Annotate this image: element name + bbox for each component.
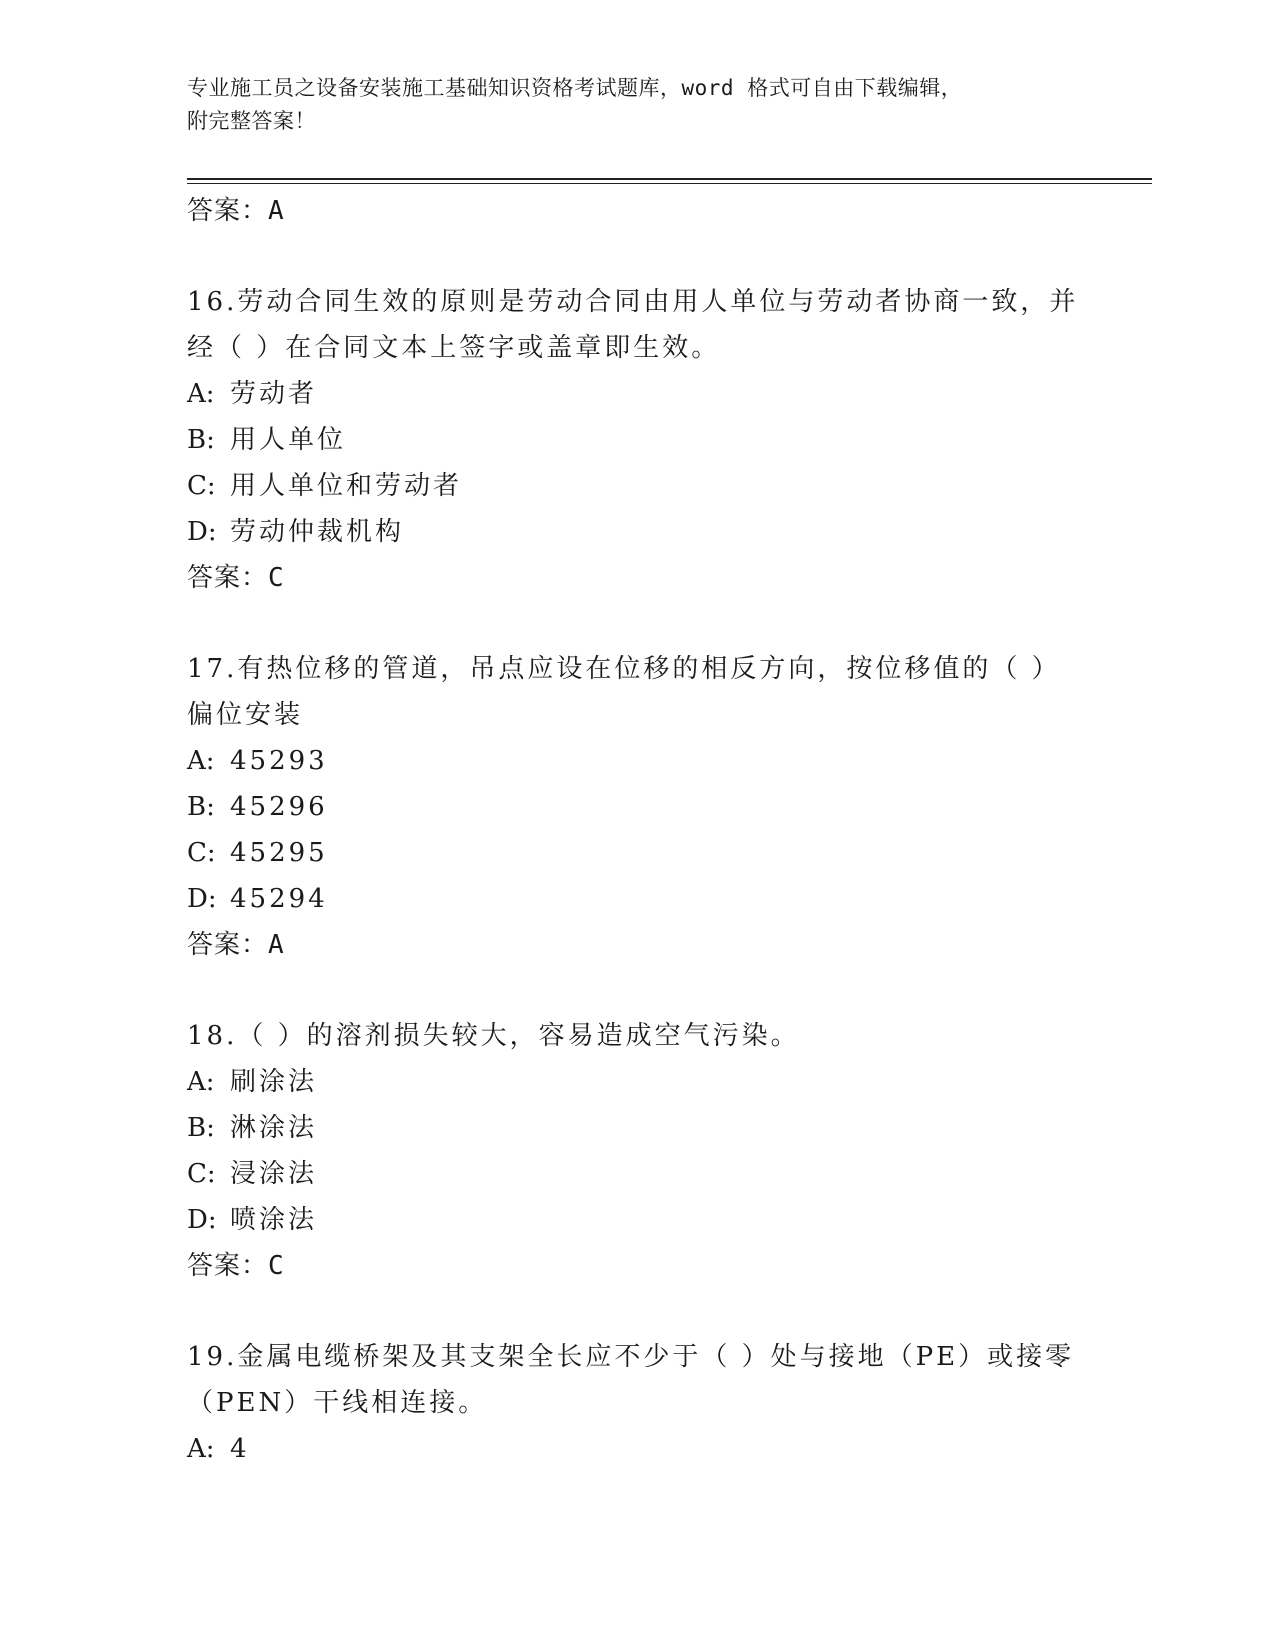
option-d: [187, 509, 1087, 555]
answer-label: 答案：: [187, 1251, 269, 1281]
option-a: [187, 1059, 1087, 1105]
option-d: [187, 1197, 1087, 1243]
answer-line: [187, 555, 1087, 601]
question-stem: 16.劳动合同生效的原则是劳动合同由用人单位与劳动者协商一致，并经（ ）在合同文本上签字或盖章即生效。: [187, 287, 1079, 363]
header-rule-thin: [187, 183, 1152, 184]
option-d: [187, 876, 1087, 922]
option-c: [187, 830, 1087, 876]
answer-line: [187, 188, 1087, 234]
option-text: 淋涂法: [230, 1113, 318, 1143]
option-letter: A:: [187, 379, 215, 409]
option-letter: A:: [187, 746, 215, 776]
option-letter: B:: [187, 792, 215, 822]
answer-label: 答案：: [187, 930, 269, 960]
option-letter: A:: [187, 1067, 215, 1097]
option-text: 劳动者: [230, 379, 318, 409]
option-a: [187, 738, 1087, 784]
option-b: [187, 784, 1087, 830]
question-list: [187, 188, 1087, 1472]
option-text: 浸涂法: [230, 1159, 318, 1189]
option-a: [187, 1426, 1087, 1472]
question-stem: 19.金属电缆桥架及其支架全长应不少于（ ）处与接地（PE）或接零（PEN）干线相连接。: [187, 1342, 1075, 1418]
document-header: [187, 72, 1087, 138]
option-letter: D:: [187, 517, 217, 547]
option-text: 喷涂法: [230, 1205, 318, 1235]
option-text: 用人单位: [230, 425, 347, 455]
option-text: 4: [230, 1434, 250, 1464]
option-text: 45295: [230, 838, 328, 868]
option-text: 用人单位和劳动者: [230, 471, 463, 501]
question-17: [187, 646, 1087, 968]
option-text: 45296: [230, 792, 328, 822]
option-letter: B:: [187, 1113, 215, 1143]
question-stem: 17.有热位移的管道，吊点应设在位移的相反方向，按位移值的（ ）偏位安装: [187, 654, 1061, 730]
option-b: [187, 417, 1087, 463]
header-rule-thick: [187, 178, 1152, 180]
option-letter: B:: [187, 425, 215, 455]
answer-label: 答案：: [187, 196, 269, 226]
answer-value: C: [268, 563, 285, 593]
option-letter: A:: [187, 1434, 215, 1464]
option-letter: C:: [187, 1159, 216, 1189]
answer-value: A: [268, 196, 285, 226]
option-letter: C:: [187, 838, 216, 868]
option-c: [187, 463, 1087, 509]
question-18: [187, 1013, 1087, 1289]
answer-value: A: [268, 930, 285, 960]
option-a: [187, 371, 1087, 417]
option-text: 45294: [230, 884, 328, 914]
option-b: [187, 1105, 1087, 1151]
option-letter: C:: [187, 471, 216, 501]
answer-label: 答案：: [187, 563, 269, 593]
header-line-1: 专业施工员之设备安装施工基础知识资格考试题库，word 格式可自由下载编辑，: [187, 76, 963, 100]
option-text: 劳动仲裁机构: [230, 517, 405, 547]
question-16: [187, 279, 1087, 601]
option-c: [187, 1151, 1087, 1197]
question-19: [187, 1334, 1087, 1472]
answer-value: C: [268, 1251, 285, 1281]
option-letter: D:: [187, 1205, 217, 1235]
option-letter: D:: [187, 884, 217, 914]
question-stem: 18.（ ）的溶剂损失较大，容易造成空气污染。: [187, 1021, 800, 1051]
option-text: 45293: [230, 746, 328, 776]
header-line-2: 附完整答案！: [187, 109, 316, 133]
answer-line: [187, 1243, 1087, 1289]
answer-line: [187, 922, 1087, 968]
option-text: 刷涂法: [230, 1067, 318, 1097]
